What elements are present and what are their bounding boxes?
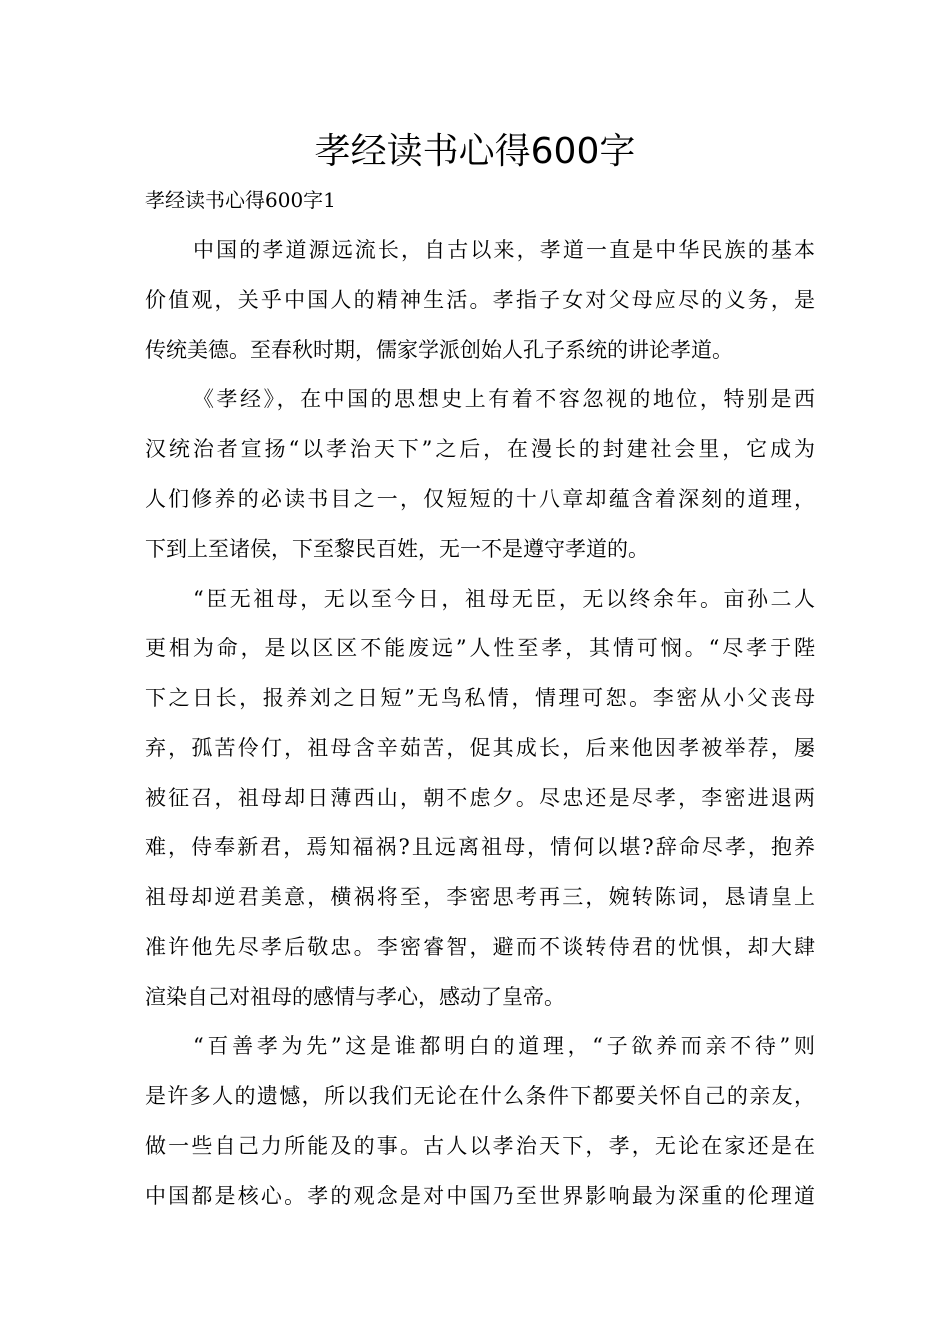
paragraph-line: 传统美德。至春秋时期，儒家学派创始人孔子系统的讲论孝道。 [145, 338, 733, 362]
paragraph-line: 下之日长，报养刘之日短”无鸟私情，情理可恕。李密从小父丧母 [145, 686, 815, 710]
paragraph-line: 渲染自己对祖母的感情与孝心，感动了皇帝。 [145, 985, 565, 1009]
section-heading: 孝经读书心得600字1 [145, 188, 336, 212]
paragraph-line: 祖母却逆君美意，横祸将至，李密思考再三，婉转陈词，恳请皇上 [145, 885, 815, 909]
paragraph-line: 准许他先尽孝后敬忠。李密睿智，避而不谈转侍君的忧惧，却大肆 [145, 935, 815, 959]
paragraph-line: 价值观，关乎中国人的精神生活。孝指子女对父母应尽的义务，是 [145, 288, 815, 312]
paragraph-line: 更相为命，是以区区不能废远”人性至孝，其情可悯。“尽孝于陛 [145, 636, 815, 660]
paragraph-line: 难，侍奉新君，焉知福祸?且远离祖母，情何以堪?辞命尽孝，抱养 [145, 835, 815, 859]
paragraph-line: 汉统治者宣扬“以孝治天下”之后，在漫长的封建社会里，它成为 [145, 437, 815, 461]
paragraph-line: 下到上至诸侯，下至黎民百姓，无一不是遵守孝道的。 [145, 537, 649, 561]
paragraph-line: “百善孝为先”这是谁都明白的道理，“子欲养而亲不待”则 [193, 1034, 815, 1058]
paragraph-line: 中国的孝道源远流长，自古以来，孝道一直是中华民族的基本 [193, 238, 815, 262]
document-title: 孝经读书心得600字 [314, 131, 636, 172]
paragraph-line: 做一些自己力所能及的事。古人以孝治天下，孝，无论在家还是在 [145, 1134, 815, 1158]
paragraph-line: 被征召，祖母却日薄西山，朝不虑夕。尽忠还是尽孝，李密进退两 [145, 786, 815, 810]
paragraph-line: 弃，孤苦伶仃，祖母含辛茹苦，促其成长，后来他因孝被举荐，屡 [145, 736, 815, 760]
paragraph-line: “臣无祖母，无以至今日，祖母无臣，无以终余年。亩孙二人 [193, 587, 815, 611]
paragraph-line: 中国都是核心。孝的观念是对中国乃至世界影响最为深重的伦理道 [145, 1184, 815, 1208]
paragraph-line: 人们修养的必读书目之一，仅短短的十八章却蕴含着深刻的道理， [145, 487, 815, 511]
paragraph-line: 是许多人的遗憾，所以我们无论在什么条件下都要关怀自己的亲友， [145, 1084, 815, 1108]
paragraph-line: 《孝经》，在中国的思想史上有着不容忽视的地位，特别是西 [193, 387, 815, 411]
